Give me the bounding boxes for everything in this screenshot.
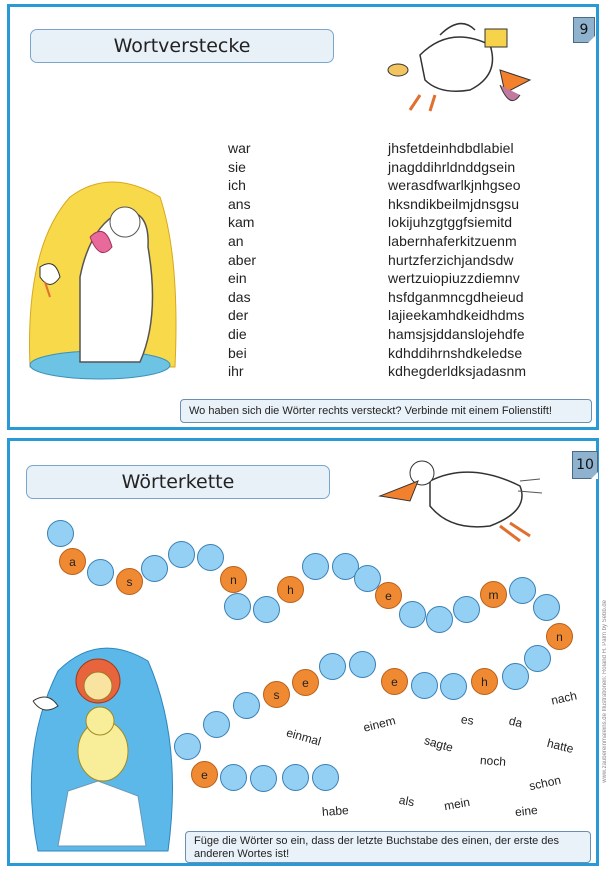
chain-dot[interactable] [197, 544, 224, 571]
letter-row: lajieekamhdkeidhdms [388, 307, 525, 324]
chain-dot[interactable] [141, 555, 168, 582]
chain-dot[interactable] [349, 651, 376, 678]
chain-dot[interactable] [426, 606, 453, 633]
search-word: sie [228, 158, 246, 175]
chain-dot[interactable] [87, 559, 114, 586]
chain-letter-dot[interactable]: s [116, 568, 143, 595]
search-word: das [228, 288, 251, 305]
letter-row: lokijuhzgtggfsiemitd [388, 214, 513, 231]
chain-word: es [460, 712, 475, 728]
chain-dot[interactable] [312, 764, 339, 791]
polar-bear-iceberg-illustration [18, 631, 178, 861]
search-word: bei [228, 344, 247, 361]
chain-word: mein [442, 794, 472, 814]
chain-letter-dot[interactable]: m [480, 581, 507, 608]
search-word: aber [228, 251, 257, 268]
chain-word: einem [361, 713, 397, 735]
letter-row: werasdfwarlkjnhgseo [388, 177, 521, 194]
chain-dot[interactable] [302, 553, 329, 580]
search-word-list [228, 139, 256, 381]
card-title: Wörterkette [26, 465, 330, 499]
card-woerterkette [7, 438, 599, 866]
letter-row: hksndikbeilmjdnsgsu [388, 195, 520, 212]
search-word: an [228, 232, 244, 249]
polar-bear-illustration [20, 167, 180, 382]
letter-row: jnagddihrldnddgsein [388, 158, 516, 175]
search-word: die [228, 325, 247, 342]
chain-dot[interactable] [203, 711, 230, 738]
chain-letter-dot[interactable]: n [546, 623, 573, 650]
chain-word: sagte [422, 733, 455, 755]
chain-letter-dot[interactable]: h [277, 576, 304, 603]
chain-letter-dot[interactable]: e [191, 761, 218, 788]
letter-grid [388, 139, 526, 381]
flying-seagull-illustration [370, 451, 545, 546]
letter-row: hurtzferzichjandsdw [388, 251, 514, 268]
instruction-text: Wo haben sich die Wörter rechts versteckt? Verbinde mit einem Folienstift! [180, 399, 592, 423]
letter-row: kdhddihrnshdkeledse [388, 344, 523, 361]
instruction-text: Füge die Wörter so ein, dass der letzte Buchstabe des einen, der erste des anderen Wortes ist! [185, 831, 591, 863]
chain-letter-dot[interactable]: e [292, 669, 319, 696]
chain-dot[interactable] [174, 733, 201, 760]
search-word: ans [228, 195, 251, 212]
chain-dot[interactable] [168, 541, 195, 568]
seagull-illustration [380, 15, 540, 115]
chain-dot[interactable] [220, 764, 247, 791]
letter-row: hamsjsjddanslojehdfe [388, 325, 525, 342]
chain-letter-dot[interactable]: s [263, 681, 290, 708]
chain-dot[interactable] [533, 594, 560, 621]
chain-dot[interactable] [253, 596, 280, 623]
chain-letter-dot[interactable]: e [375, 582, 402, 609]
chain-dot[interactable] [319, 653, 346, 680]
search-word: kam [228, 214, 255, 231]
search-word: ich [228, 177, 246, 194]
chain-word: einmal [284, 725, 323, 749]
chain-dot[interactable] [524, 645, 551, 672]
chain-dot[interactable] [509, 577, 536, 604]
search-word: der [228, 307, 249, 324]
chain-word: schon [527, 772, 563, 794]
search-word: war [228, 140, 251, 156]
page-number-badge: 9 [573, 17, 595, 43]
chain-dot[interactable] [47, 520, 74, 547]
letter-row: hsfdganmncgdheieud [388, 288, 524, 305]
chain-word: eine [514, 802, 539, 820]
chain-dot[interactable] [282, 764, 309, 791]
chain-word: noch [479, 753, 507, 769]
search-word: ihr [228, 363, 244, 380]
chain-letter-dot[interactable]: e [381, 668, 408, 695]
card-title: Wortverstecke [30, 29, 334, 63]
chain-dot[interactable] [411, 672, 438, 699]
search-word: ein [228, 270, 247, 287]
chain-dot[interactable] [250, 765, 277, 792]
chain-word: hatte [545, 735, 575, 757]
chain-word: als [397, 792, 416, 810]
letter-row: kdhegderldksjadasnm [388, 363, 527, 380]
chain-dot[interactable] [440, 673, 467, 700]
letter-row: jhsfetdeinhdbdlabiel [388, 140, 514, 156]
chain-dot[interactable] [224, 593, 251, 620]
chain-dot[interactable] [453, 596, 480, 623]
chain-word: da [507, 713, 524, 731]
letter-row: wertzuiopiuzzdiemnv [388, 270, 520, 287]
chain-dot[interactable] [399, 601, 426, 628]
letter-row: labernhaferkitzuenm [388, 232, 517, 249]
side-credit: www.zaubereinmaleins.de Illustrationen: Roland H. Palm by Sebb.de [602, 600, 608, 783]
chain-word: nach [549, 688, 579, 708]
chain-letter-dot[interactable]: a [59, 548, 86, 575]
card-wortverstecke [7, 4, 599, 430]
chain-word: habe [321, 803, 350, 819]
chain-dot[interactable] [233, 692, 260, 719]
page-number-badge: 10 [572, 451, 598, 479]
chain-dot[interactable] [502, 663, 529, 690]
chain-letter-dot[interactable]: n [220, 566, 247, 593]
chain-letter-dot[interactable]: h [471, 668, 498, 695]
